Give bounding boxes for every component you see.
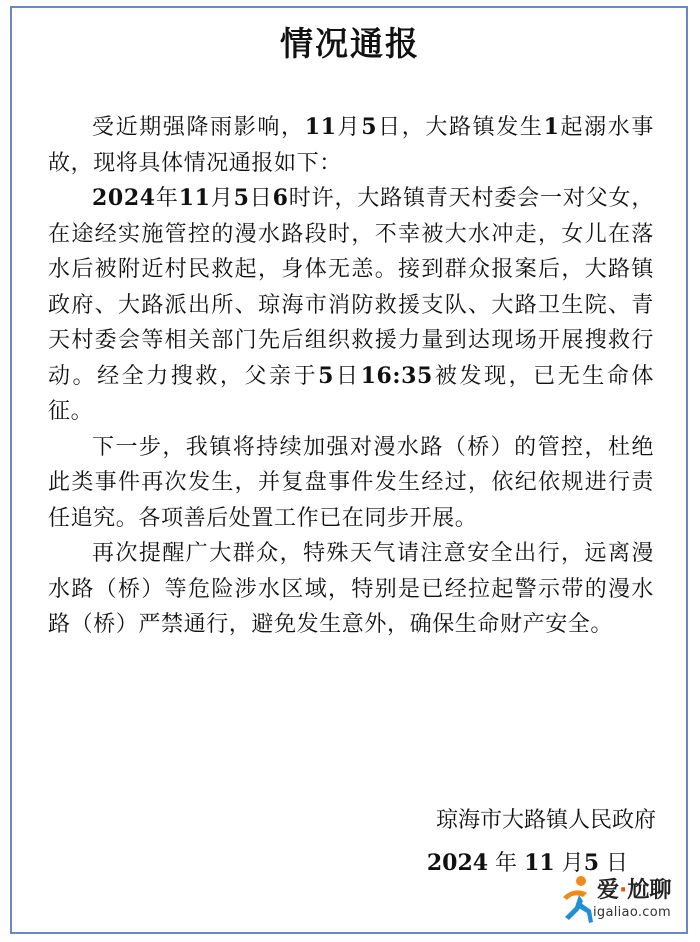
watermark-url: igaliao.com <box>593 905 671 920</box>
text-run: 日 <box>599 851 628 876</box>
text-run: 年 <box>155 186 179 211</box>
text-run: 受近期强降雨影响， <box>92 115 305 140</box>
text-run: 起溺水事故，现将具体情况通报如下： <box>48 115 655 176</box>
site-watermark <box>555 869 695 933</box>
signature-org: 琼海市大路镇人民政府 <box>435 808 656 833</box>
bold-number: 11 <box>524 850 555 876</box>
paragraph-4 <box>48 536 654 643</box>
document-title: 情况通报 <box>280 24 420 63</box>
bold-number: 6 <box>272 185 289 211</box>
text-run: 时许，大路镇青天村委会一对父女，在途经实施管控的漫水路段时，不幸被大水冲走，女儿在落水后被附近村民救起，身体无恙。接到群众报案后，大路镇政府、大路派出所、琼海市消防救援支队、大路卫生院、青天村委会等相关部门先后组织救援力量到达现场开展搜救行动。经全力搜救，父亲于 <box>48 186 654 389</box>
watermark-name <box>597 873 671 904</box>
paragraph-1 <box>48 110 654 181</box>
bold-number: 5 <box>318 362 335 389</box>
watermark-dot: · <box>619 878 628 903</box>
bold-number: 16:35 <box>360 362 433 389</box>
bold-number: 1 <box>543 114 560 140</box>
watermark-name-part1: 爱 <box>597 878 620 903</box>
paragraph-3 <box>48 430 654 537</box>
text-run: 月 <box>554 851 584 876</box>
running-figure-icon <box>557 873 597 925</box>
text-run: 日 <box>249 186 273 211</box>
text-run: 日，大路镇发生 <box>377 115 544 140</box>
bold-number: 11 <box>304 114 337 140</box>
document-body <box>48 110 654 643</box>
text-run: 年 <box>488 851 525 876</box>
bold-number: 5 <box>233 185 250 211</box>
text-run: 再次提醒广大群众，特殊天气请注意安全出行，远离漫水路（桥）等危险涉水区域，特别是已经拉起警示带的漫水路（桥）严禁通行，避免发生意外，确保生命财产安全。 <box>48 541 654 637</box>
text-run: 月 <box>210 186 234 211</box>
bold-number: 2024 <box>92 185 156 211</box>
watermark-name-part2: 尬聊 <box>627 878 672 903</box>
text-run: 被发现，已无生命体征。 <box>48 363 654 424</box>
paragraph-2 <box>48 181 654 430</box>
bold-number: 5 <box>361 114 378 140</box>
text-run: 下一步，我镇将持续加强对漫水路（桥）的管控，杜绝此类事件再次发生，并复盘事件发生经过，依纪依规进行责任追究。各项善后处置工作已在同步开展。 <box>48 434 654 531</box>
bold-number: 11 <box>178 185 211 211</box>
bold-number: 2024 <box>426 850 489 876</box>
text-run: 日 <box>334 363 361 389</box>
bold-number: 5 <box>583 850 599 876</box>
text-run: 月 <box>336 115 362 140</box>
